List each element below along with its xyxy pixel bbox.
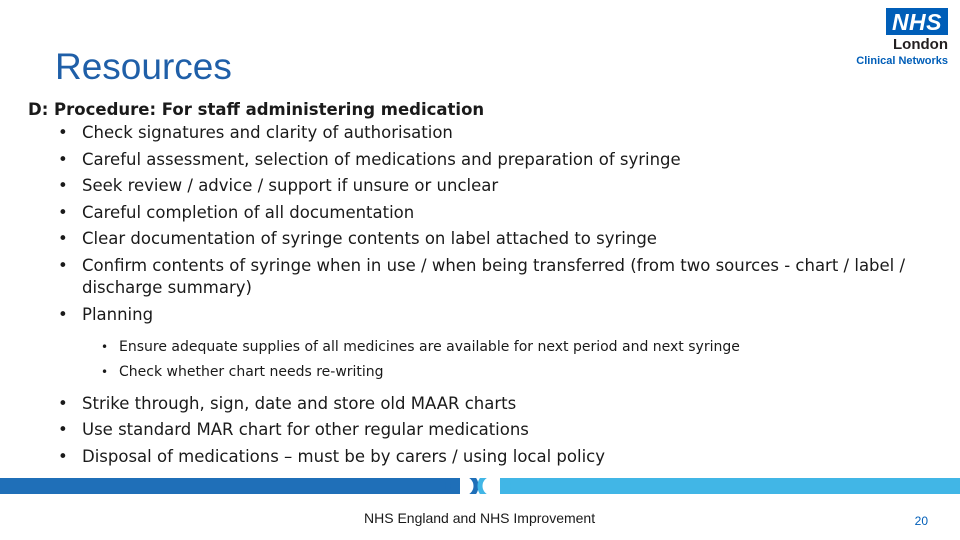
nhs-logo-badge: NHS [886, 8, 948, 35]
slide-title: Resources [55, 46, 232, 87]
bullet-list-b [28, 391, 928, 471]
bullet-item: • Clear documentation of syringe contents on label attached to syringe [28, 226, 928, 253]
sub-bullet-item: • Check whether chart needs re-writing [28, 360, 928, 385]
footer-text: NHS England and NHS Improvement [364, 510, 596, 526]
bullet-item: • Careful assessment, selection of medications and preparation of syringe [28, 147, 928, 174]
bullet-item: • Strike through, sign, date and store old MAAR charts [28, 391, 928, 418]
sub-bullet-list [28, 335, 928, 385]
footer-bar-right [500, 478, 960, 494]
section-heading: D: Procedure: For staff administering medication [28, 100, 485, 119]
bullet-item: • Confirm contents of syringe when in use / when being transferred (from two sources - chart / label / discharge summary) [28, 253, 928, 302]
nhs-logo-subtitle: Clinical Networks [856, 55, 948, 67]
bullet-item: • Careful completion of all documentation [28, 200, 928, 227]
footer-bar [0, 478, 960, 494]
bullet-item: • Disposal of medications – must be by carers / using local policy [28, 444, 928, 471]
bullet-list-a [28, 120, 928, 329]
bullet-item: • Check signatures and clarity of authorisation [28, 120, 928, 147]
nhs-logo [836, 8, 948, 67]
bullet-item: • Planning [28, 302, 928, 329]
nhs-logo-region: London [893, 36, 948, 53]
bullet-item: • Use standard MAR chart for other regular medications [28, 417, 928, 444]
page-number: 20 [914, 514, 928, 528]
bullet-item: • Seek review / advice / support if unsure or unclear [28, 173, 928, 200]
sub-bullet-item: • Ensure adequate supplies of all medicines are available for next period and next syringe [28, 335, 928, 360]
footer-bar-left [0, 478, 460, 494]
slide-body [28, 99, 928, 470]
